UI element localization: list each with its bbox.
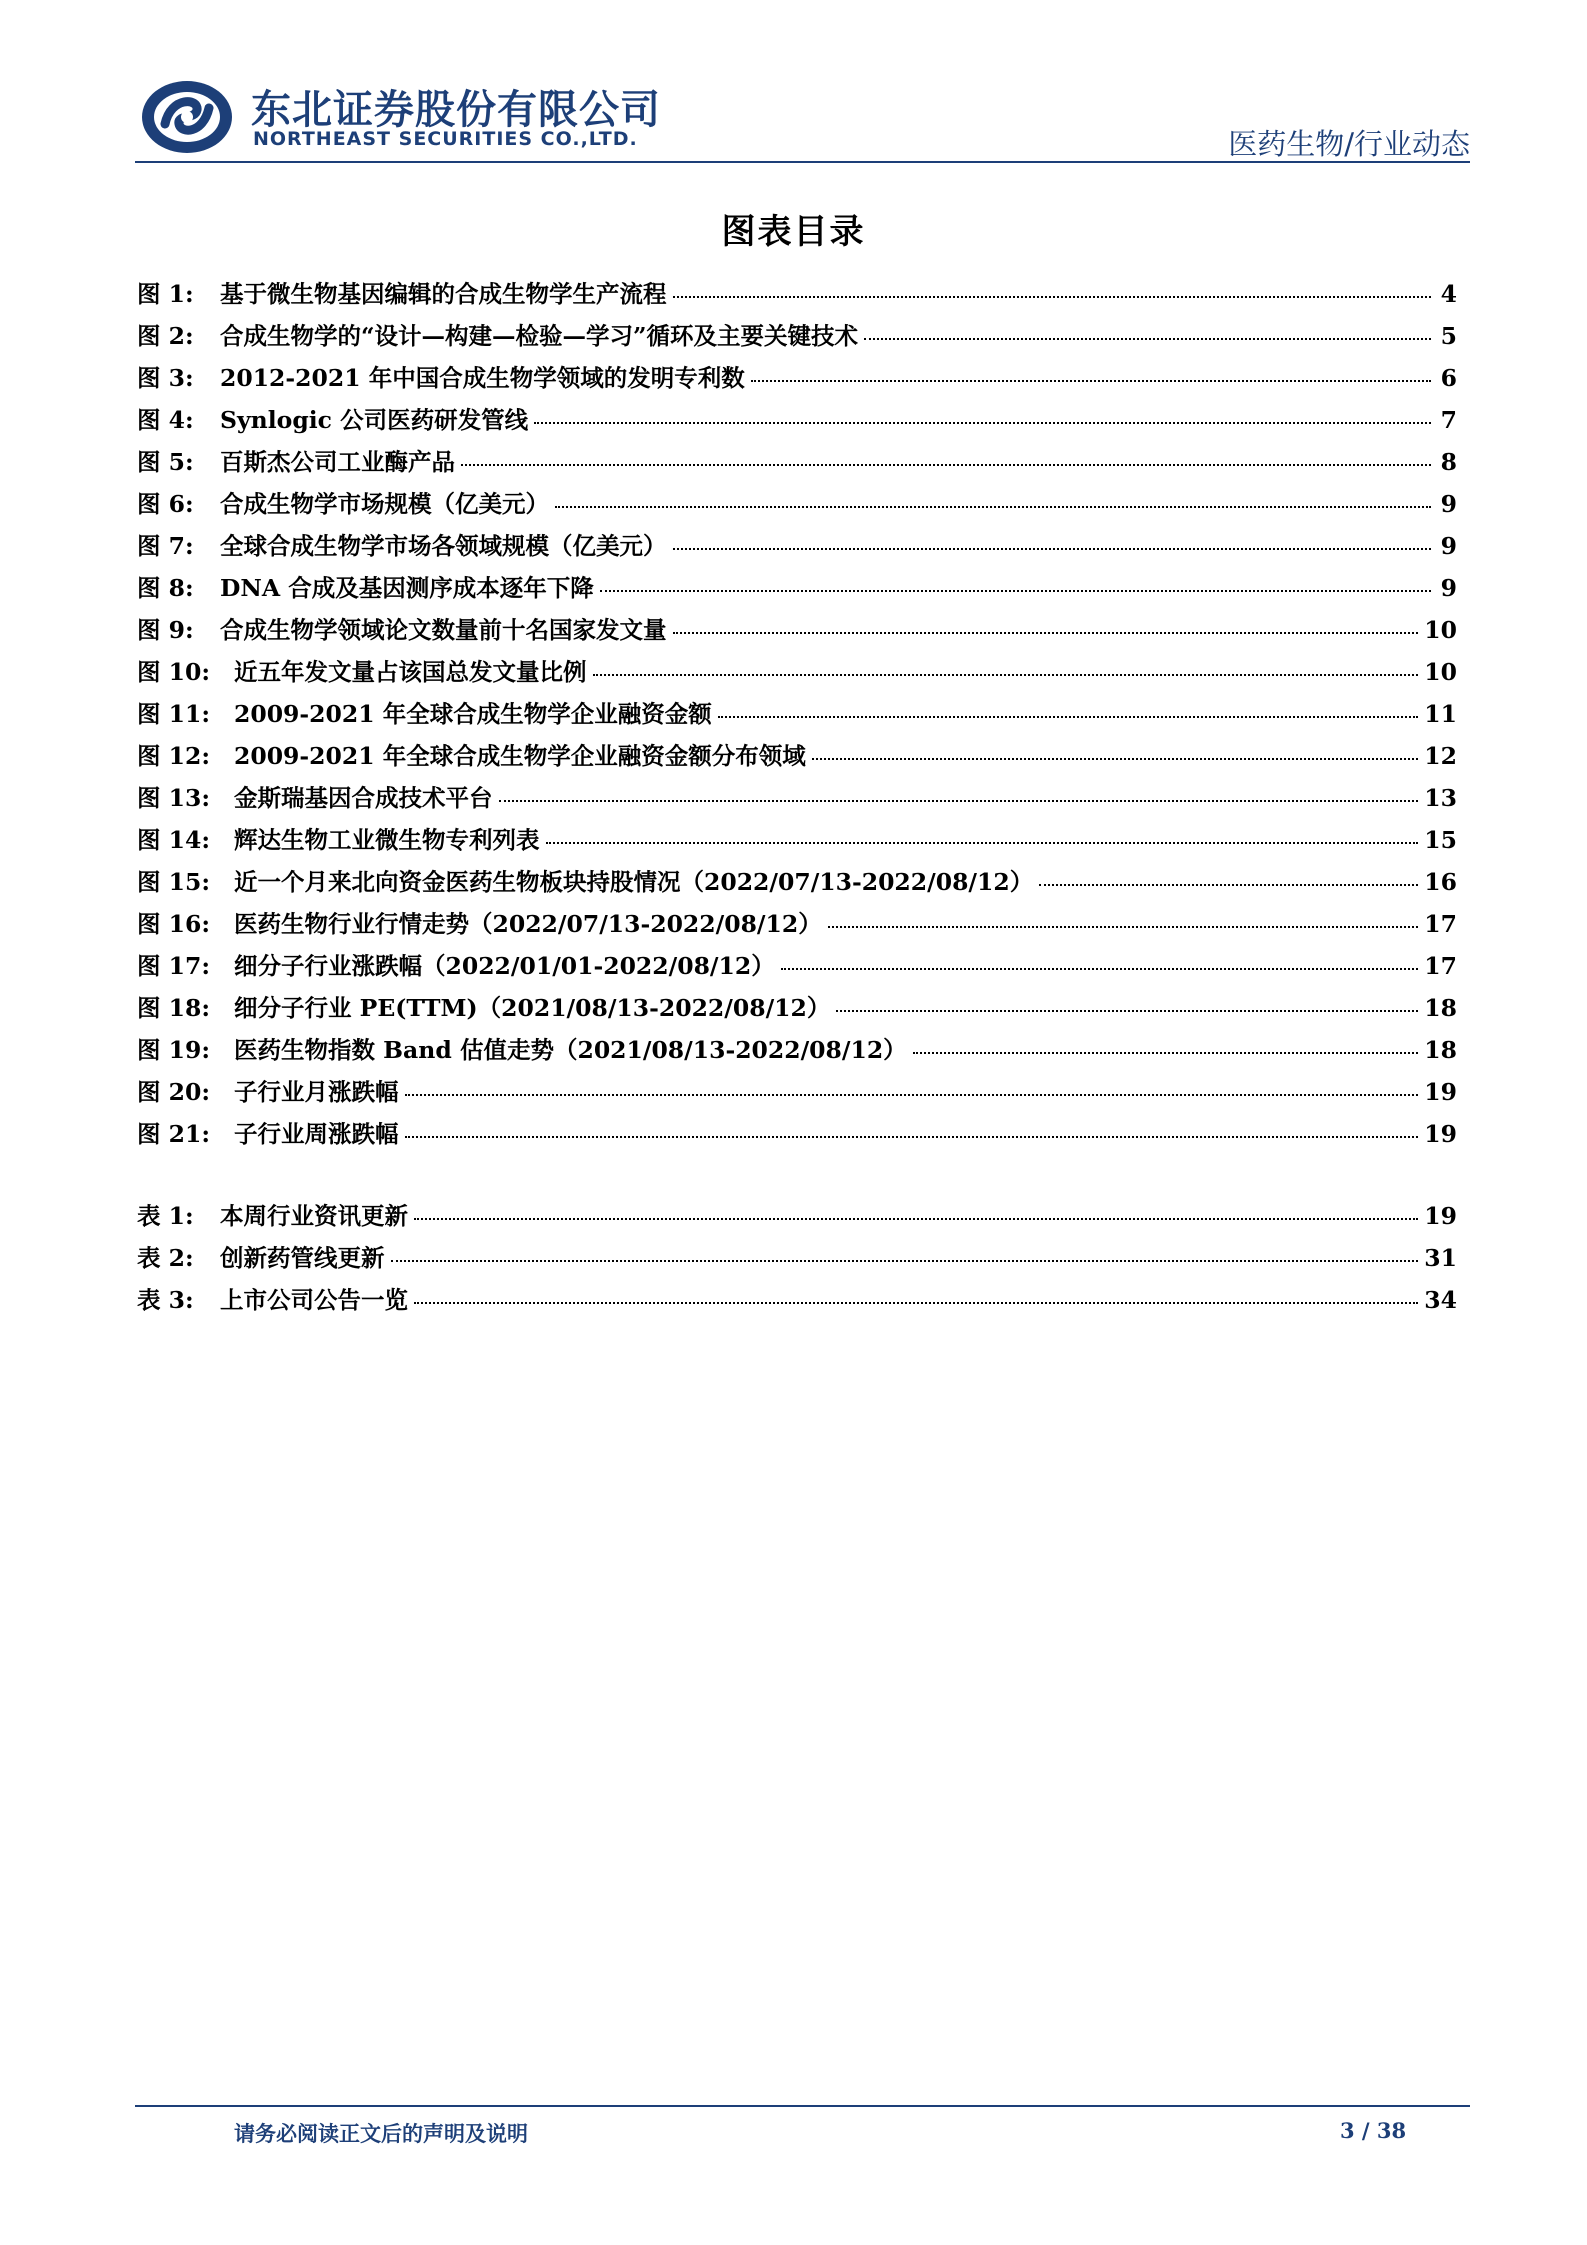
company-name-cn: 东北证券股份有限公司 bbox=[251, 87, 661, 133]
disclaimer-note: 请务必阅读正文后的声明及说明 bbox=[234, 2122, 528, 2146]
entry-page: 13 bbox=[1424, 784, 1457, 812]
entry-title: 基于微生物基因编辑的合成生物学生产流程 bbox=[220, 280, 667, 308]
entry-page: 5 bbox=[1440, 322, 1457, 350]
entry-page: 10 bbox=[1424, 616, 1457, 644]
entry-label: 图 3: bbox=[137, 364, 194, 392]
entry-label: 表 1: bbox=[137, 1202, 194, 1230]
entry-title: Synlogic 公司医药研发管线 bbox=[220, 406, 529, 434]
toc-entry[interactable] bbox=[137, 1239, 1457, 1281]
entry-page: 4 bbox=[1440, 280, 1457, 308]
dot-leader bbox=[812, 758, 1419, 760]
entry-page: 19 bbox=[1424, 1078, 1457, 1106]
dot-leader bbox=[461, 464, 1431, 466]
entry-label: 图 12: bbox=[137, 742, 211, 770]
entry-label: 图 1: bbox=[137, 280, 194, 308]
dot-leader bbox=[828, 926, 1419, 928]
dot-leader bbox=[593, 674, 1419, 676]
toc-entry[interactable] bbox=[137, 737, 1457, 779]
entry-title: 本周行业资讯更新 bbox=[220, 1202, 408, 1230]
toc-entry[interactable] bbox=[137, 989, 1457, 1031]
entry-page: 9 bbox=[1440, 490, 1457, 518]
entry-title: 百斯杰公司工业酶产品 bbox=[220, 448, 455, 476]
entry-title: 合成生物学的“设计—构建—检验—学习”循环及主要关键技术 bbox=[220, 322, 859, 350]
dot-leader bbox=[546, 842, 1419, 844]
dot-leader bbox=[751, 380, 1431, 382]
dot-leader bbox=[1039, 884, 1418, 886]
page-header bbox=[135, 70, 1470, 165]
entry-label: 图 18: bbox=[137, 994, 211, 1022]
dot-leader bbox=[913, 1052, 1419, 1054]
entry-title: 2009-2021 年全球合成生物学企业融资金额 bbox=[234, 700, 712, 728]
toc-list bbox=[137, 275, 1457, 1323]
report-category: 医药生物/行业动态 bbox=[1228, 127, 1470, 161]
entry-title: 医药生物指数 Band 估值走势（2021/08/13-2022/08/12） bbox=[234, 1036, 907, 1064]
entry-label: 图 16: bbox=[137, 910, 211, 938]
entry-page: 16 bbox=[1424, 868, 1457, 896]
dot-leader bbox=[414, 1218, 1418, 1220]
dot-leader bbox=[673, 548, 1432, 550]
entry-page: 15 bbox=[1424, 826, 1457, 854]
entry-label: 图 17: bbox=[137, 952, 211, 980]
dot-leader bbox=[864, 338, 1431, 340]
entry-page: 11 bbox=[1424, 700, 1457, 728]
entry-label: 图 7: bbox=[137, 532, 194, 560]
entry-page: 17 bbox=[1424, 910, 1457, 938]
toc-entry[interactable] bbox=[137, 653, 1457, 695]
dot-leader bbox=[534, 422, 1431, 424]
dot-leader bbox=[600, 590, 1431, 592]
toc-entry[interactable] bbox=[137, 275, 1457, 317]
entry-page: 6 bbox=[1440, 364, 1457, 392]
entry-label: 图 13: bbox=[137, 784, 211, 812]
toc-entry[interactable] bbox=[137, 905, 1457, 947]
dot-leader bbox=[405, 1136, 1419, 1138]
entry-page: 9 bbox=[1440, 574, 1457, 602]
toc-entry[interactable] bbox=[137, 821, 1457, 863]
entry-page: 18 bbox=[1424, 994, 1457, 1022]
toc-entry[interactable] bbox=[137, 401, 1457, 443]
entry-title: 细分子行业涨跌幅（2022/01/01-2022/08/12） bbox=[234, 952, 775, 980]
entry-page: 7 bbox=[1440, 406, 1457, 434]
entry-page: 18 bbox=[1424, 1036, 1457, 1064]
toc-entry[interactable] bbox=[137, 569, 1457, 611]
dot-leader bbox=[499, 800, 1419, 802]
entry-title: 子行业周涨跌幅 bbox=[234, 1120, 399, 1148]
dot-leader bbox=[555, 506, 1431, 508]
entry-title: 金斯瑞基因合成技术平台 bbox=[234, 784, 493, 812]
dot-leader bbox=[414, 1302, 1418, 1304]
entry-label: 图 10: bbox=[137, 658, 211, 686]
entry-label: 图 15: bbox=[137, 868, 211, 896]
entry-title: 合成生物学领域论文数量前十名国家发文量 bbox=[220, 616, 667, 644]
dot-leader bbox=[673, 296, 1432, 298]
entry-page: 31 bbox=[1424, 1244, 1457, 1272]
entry-label: 表 2: bbox=[137, 1244, 194, 1272]
toc-entry[interactable] bbox=[137, 947, 1457, 989]
toc-entry[interactable] bbox=[137, 695, 1457, 737]
entry-label: 图 2: bbox=[137, 322, 194, 350]
header-divider bbox=[135, 161, 1470, 163]
entry-label: 图 21: bbox=[137, 1120, 211, 1148]
toc-entry[interactable] bbox=[137, 1281, 1457, 1323]
entry-title: 2009-2021 年全球合成生物学企业融资金额分布领域 bbox=[234, 742, 806, 770]
entry-page: 9 bbox=[1440, 532, 1457, 560]
toc-entry[interactable] bbox=[137, 1031, 1457, 1073]
company-logo-icon bbox=[139, 78, 235, 156]
toc-entry[interactable] bbox=[137, 527, 1457, 569]
page-number: 3 / 38 bbox=[1340, 2118, 1407, 2143]
dot-leader bbox=[405, 1094, 1419, 1096]
entry-title: 细分子行业 PE(TTM)（2021/08/13-2022/08/12） bbox=[234, 994, 831, 1022]
toc-title: 图表目录 bbox=[721, 212, 866, 252]
entry-title: 2012-2021 年中国合成生物学领域的发明专利数 bbox=[220, 364, 745, 392]
entry-page: 19 bbox=[1424, 1120, 1457, 1148]
entry-title: 全球合成生物学市场各领域规模（亿美元） bbox=[220, 532, 667, 560]
toc-entry[interactable] bbox=[137, 317, 1457, 359]
entry-page: 12 bbox=[1424, 742, 1457, 770]
entry-title: 子行业月涨跌幅 bbox=[234, 1078, 399, 1106]
entry-title: 近一个月来北向资金医药生物板块持股情况（2022/07/13-2022/08/12） bbox=[234, 868, 1034, 896]
toc-entry[interactable] bbox=[137, 485, 1457, 527]
entry-label: 图 20: bbox=[137, 1078, 211, 1106]
section-gap bbox=[137, 1157, 1457, 1197]
entry-title: 合成生物学市场规模（亿美元） bbox=[220, 490, 549, 518]
entry-title: 医药生物行业行情走势（2022/07/13-2022/08/12） bbox=[234, 910, 822, 938]
entry-title: 辉达生物工业微生物专利列表 bbox=[234, 826, 540, 854]
entry-label: 图 11: bbox=[137, 700, 211, 728]
dot-leader bbox=[673, 632, 1419, 634]
entry-label: 图 4: bbox=[137, 406, 194, 434]
entry-label: 图 6: bbox=[137, 490, 194, 518]
entry-label: 图 8: bbox=[137, 574, 194, 602]
entry-label: 图 14: bbox=[137, 826, 211, 854]
toc-entry[interactable] bbox=[137, 611, 1457, 653]
entry-page: 10 bbox=[1424, 658, 1457, 686]
toc-entry[interactable] bbox=[137, 1073, 1457, 1115]
entry-title: 近五年发文量占该国总发文量比例 bbox=[234, 658, 587, 686]
entry-page: 17 bbox=[1424, 952, 1457, 980]
entry-title: 创新药管线更新 bbox=[220, 1244, 385, 1272]
entry-page: 8 bbox=[1440, 448, 1457, 476]
toc-entry[interactable] bbox=[137, 359, 1457, 401]
dot-leader bbox=[836, 1010, 1418, 1012]
toc-entry[interactable] bbox=[137, 1197, 1457, 1239]
toc-entry[interactable] bbox=[137, 779, 1457, 821]
entry-title: 上市公司公告一览 bbox=[220, 1286, 408, 1314]
dot-leader bbox=[391, 1260, 1419, 1262]
dot-leader bbox=[718, 716, 1419, 718]
entry-label: 图 9: bbox=[137, 616, 194, 644]
toc-entry[interactable] bbox=[137, 863, 1457, 905]
entry-label: 图 5: bbox=[137, 448, 194, 476]
entry-page: 19 bbox=[1424, 1202, 1457, 1230]
entry-title: DNA 合成及基因测序成本逐年下降 bbox=[220, 574, 594, 602]
entry-label: 表 3: bbox=[137, 1286, 194, 1314]
dot-leader bbox=[781, 968, 1419, 970]
toc-entry[interactable] bbox=[137, 1115, 1457, 1157]
company-name-en: NORTHEAST SECURITIES CO.,LTD. bbox=[253, 128, 638, 150]
toc-entry[interactable] bbox=[137, 443, 1457, 485]
footer-divider bbox=[135, 2105, 1470, 2107]
entry-label: 图 19: bbox=[137, 1036, 211, 1064]
entry-page: 34 bbox=[1424, 1286, 1457, 1314]
